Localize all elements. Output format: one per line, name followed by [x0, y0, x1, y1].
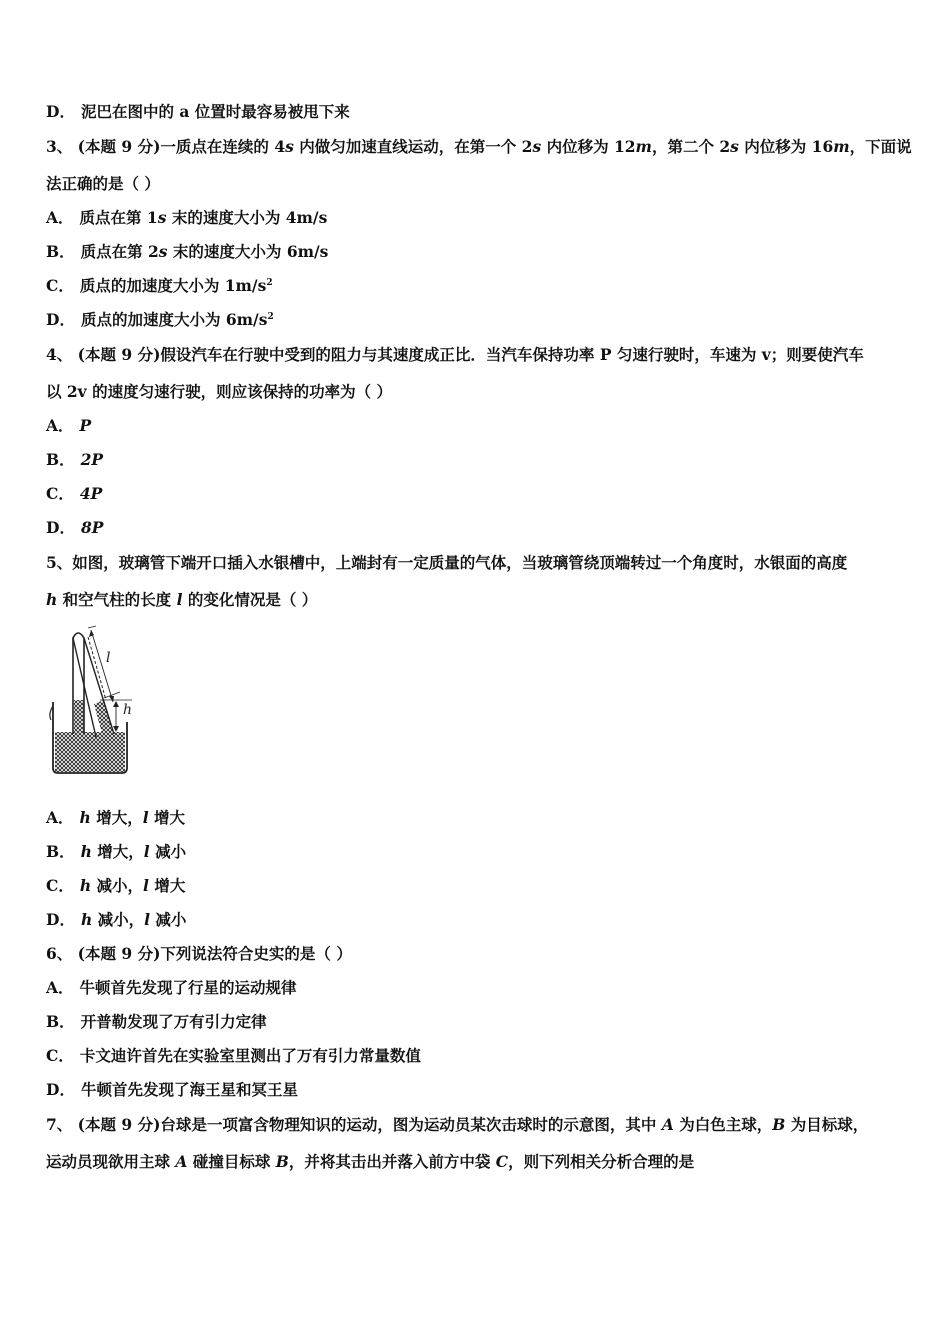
option-text: 末的速度大小为 4m/s: [166, 208, 328, 227]
q5-option-d: [46, 910, 186, 930]
question-7-stem-line2: [46, 1152, 694, 1172]
question-4-stem-line2: 以 2v 的速度匀速行驶，则应该保持的功率为（ ）: [46, 382, 392, 401]
q4-option-b: [46, 450, 103, 470]
q3-option-d: [46, 310, 274, 330]
option-text: P: [79, 416, 92, 435]
option-text: 减小: [150, 910, 187, 929]
superscript: 2: [266, 277, 273, 288]
option-key: B．: [46, 842, 75, 861]
option-text: 减小，: [91, 876, 144, 895]
q6-option-b: [46, 1012, 267, 1032]
mercury-column-tilted: [94, 700, 114, 734]
option-text: 质点的加速度大小为 6m/s: [80, 310, 268, 329]
option-text: 8P: [80, 518, 104, 537]
mercury-tube-figure: [44, 622, 144, 778]
option-text: 牛顿首先发现了海王星和冥王星: [80, 1080, 298, 1099]
q3-var: s: [730, 137, 739, 156]
q3-text: ，下面说: [849, 137, 912, 156]
question-4-stem-line1: 4、 (本题 9 分)假设汽车在行驶中受到的阻力与其速度成正比．当汽车保持功率 P 匀速行驶时，车速为 v；则要使汽车: [46, 345, 864, 364]
q3-option-a: [46, 208, 327, 228]
option-text: 4P: [79, 484, 103, 503]
option-var: s: [158, 242, 168, 261]
option-key: A．: [46, 416, 74, 435]
length-l-arrow-line: [91, 630, 113, 702]
option-key: C．: [46, 484, 74, 503]
option-var: h: [80, 842, 92, 861]
superscript: 2: [267, 311, 274, 322]
option-text: 卡文迪许首先在实验室里测出了万有引力常量数值: [79, 1046, 421, 1065]
question-5-stem-line2: [46, 590, 317, 610]
option-text: 增大: [148, 876, 186, 895]
option-text: 增大，: [90, 808, 143, 827]
question-7-stem-line1: [46, 1115, 868, 1135]
q7-var: C: [495, 1152, 509, 1171]
option-text: 增大，: [91, 842, 144, 861]
length-l-dashed: [88, 637, 106, 700]
option-var: h: [80, 910, 93, 929]
q5-option-a: [46, 808, 185, 828]
option-var: l: [143, 842, 150, 861]
q7-var: A: [175, 1152, 188, 1171]
option-key: B．: [46, 1012, 75, 1031]
label-l: l: [106, 650, 111, 666]
question-3-stem-line1: [46, 137, 912, 157]
q6-option-c: [46, 1046, 421, 1066]
q3-option-c: [46, 276, 273, 296]
mercury-trough-fill: [55, 732, 125, 772]
question-6-stem: 6、 (本题 9 分)下列说法符合史实的是（ ）: [46, 944, 352, 963]
q3-var: s: [532, 137, 542, 156]
option-text: 2P: [80, 450, 104, 469]
q7-var: B: [772, 1115, 786, 1134]
option-text: 减小，: [92, 910, 145, 929]
option-key: A．: [46, 808, 74, 827]
q7-var: A: [661, 1115, 674, 1134]
arrow-head: [113, 726, 119, 732]
option-text: 末的速度大小为 6m/s: [167, 242, 329, 261]
option-text: 质点的加速度大小为 1m/s: [79, 276, 267, 295]
q7-text: 为白色主球，: [673, 1115, 773, 1134]
q7-text: ，则下列相关分析合理的是: [508, 1152, 695, 1171]
q5-var: l: [176, 590, 183, 609]
q4-option-a: [46, 416, 91, 436]
question-5-stem-line1: 5、如图，玻璃管下端开口插入水银槽中，上端封有一定质量的气体，当玻璃管绕顶端转过一个角度时，水银面的高度: [46, 553, 848, 572]
q3-text: 3、 (本题 9 分)一质点在连续的 4: [46, 137, 286, 156]
q5-var: h: [46, 590, 58, 609]
q7-text: 7、 (本题 9 分)台球是一项富含物理知识的运动，图为运动员某次击球时的示意图，其中: [46, 1115, 662, 1134]
option-key: D．: [46, 102, 75, 121]
q6-option-a: [46, 978, 297, 998]
q3-var: s: [285, 137, 294, 156]
option-key: C．: [46, 876, 74, 895]
option-key: D．: [46, 518, 75, 537]
q7-text: 碰撞目标球: [187, 1152, 276, 1171]
q7-var: B: [275, 1152, 289, 1171]
option-key: C．: [46, 276, 74, 295]
arrow-head: [113, 701, 119, 707]
option-key: A．: [46, 978, 74, 997]
q5-option-c: [46, 876, 185, 896]
question-3-stem-line2: 法正确的是（ ）: [46, 174, 160, 193]
option-var: l: [143, 876, 149, 895]
option-key: C．: [46, 1046, 74, 1065]
option-var: h: [79, 808, 91, 827]
option-key: D．: [46, 1080, 75, 1099]
option-var: l: [144, 910, 151, 929]
option-text: 减小: [149, 842, 187, 861]
q3-text: 内位移为 16: [738, 137, 834, 156]
q5-text: 的变化情况是（ ）: [182, 590, 318, 609]
q3-text: 内位移为 12: [541, 137, 636, 156]
label-h: h: [123, 702, 133, 718]
q6-option-d: [46, 1080, 298, 1100]
q3-option-b: [46, 242, 328, 262]
option-key: B．: [46, 450, 75, 469]
option-text: 质点在第 1: [79, 208, 158, 227]
q7-text: 运动员现欲用主球: [46, 1152, 176, 1171]
option-key: A．: [46, 208, 74, 227]
q5-text: 和空气柱的长度: [57, 590, 177, 609]
q4-option-c: [46, 484, 102, 504]
q7-text: 为目标球，: [785, 1115, 869, 1134]
q7-text: ，并将其击出并落入前方中袋: [288, 1152, 496, 1171]
option-text: 牛顿首先发现了行星的运动规律: [79, 978, 297, 997]
option-key: D．: [46, 310, 75, 329]
option-var: l: [142, 808, 149, 827]
option-d-prev: [46, 102, 350, 122]
q3-text: ，第二个 2: [651, 137, 731, 156]
option-key: D．: [46, 910, 75, 929]
option-text: 质点在第 2: [80, 242, 159, 261]
q4-option-d: [46, 518, 103, 538]
q3-text: 内做匀加速直线运动，在第一个 2: [293, 137, 533, 156]
option-key: B．: [46, 242, 75, 261]
option-var: h: [79, 876, 92, 895]
option-text: 增大: [148, 808, 186, 827]
tick: [88, 626, 96, 628]
q5-option-b: [46, 842, 186, 862]
q3-var: m: [635, 137, 652, 156]
option-text: 泥巴在图中的 a 位置时最容易被甩下来: [80, 102, 350, 121]
mercury-column-original: [74, 700, 84, 734]
arrow-head: [109, 696, 114, 702]
option-text: 开普勒发现了万有引力定律: [80, 1012, 267, 1031]
q3-var: m: [833, 137, 850, 156]
option-var: s: [157, 208, 167, 227]
